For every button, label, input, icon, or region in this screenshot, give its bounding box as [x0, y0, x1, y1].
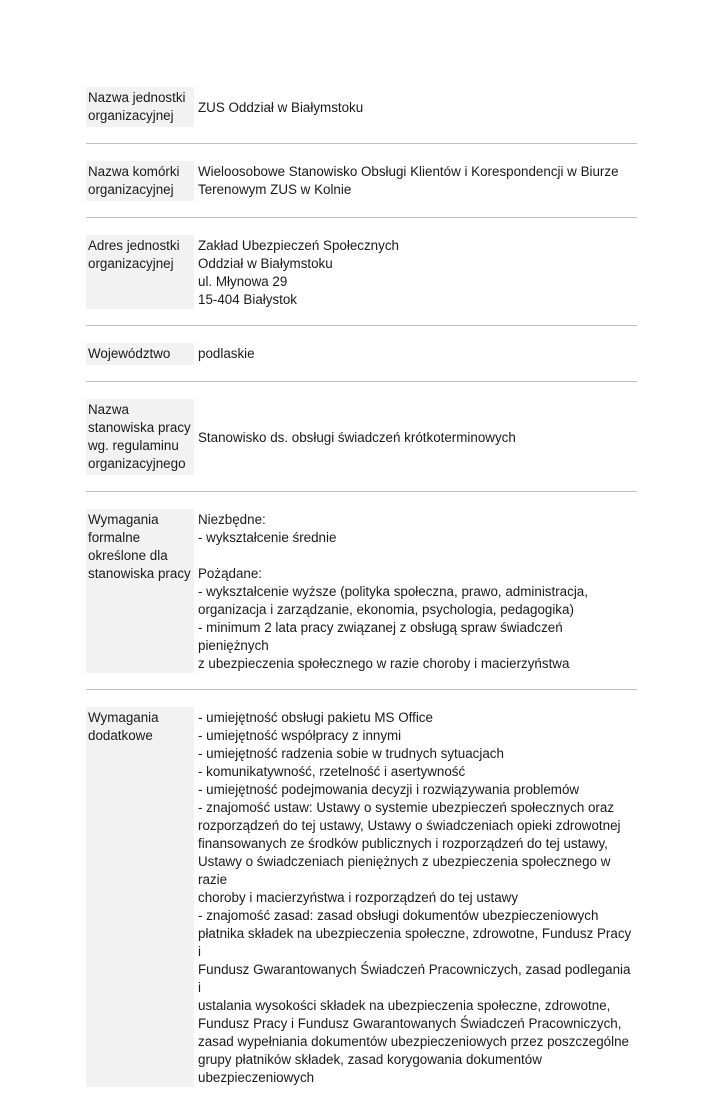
field-label: Województwo	[86, 343, 194, 365]
field-label: Wymagania formalne określone dla stanowiska pracy	[86, 509, 194, 673]
field-label: Wymagania dodatkowe	[86, 707, 194, 1087]
row-unit-address	[86, 228, 637, 326]
field-value: Zakład Ubezpieczeń Społecznych Oddział w Białymstoku ul. Młynowa 29 15-404 Białystok	[198, 238, 399, 307]
field-value: Stanowisko ds. obsługi świadczeń krótkoterminowych	[198, 430, 516, 445]
field-label: Nazwa jednostki organizacyjnej	[86, 87, 194, 127]
job-offer-document	[86, 80, 637, 1113]
row-additional-requirements	[86, 700, 637, 1103]
field-value: Niezbędne: - wykształcenie średnie Pożądane: - wykształcenie wyższe (polityka społeczna, prawo, administracja, organizacja i zarządzanie, ekonomia, psychologia, pedagogika) - minimum 2 lata pracy związanej z obsługą spraw świadczeń pieniężnych z ubezpieczenia społecznego w razie choroby i macierzyństwa	[198, 512, 588, 671]
field-label: Nazwa stanowiska pracy wg. regulaminu organizacyjnego	[86, 399, 194, 475]
field-label: Adres jednostki organizacyjnej	[86, 235, 194, 309]
row-cell-name	[86, 154, 637, 218]
field-value: podlaskie	[198, 346, 255, 361]
row-voivodeship	[86, 336, 637, 382]
row-position-name	[86, 392, 637, 492]
field-value: - umiejętność obsługi pakietu MS Office - umiejętność współpracy z innymi - umiejętność radzenia sobie w trudnych sytuacjach - komunikatywność, rzetelność i asertywność - umiejętność podejmowania decyzji i rozwiązywania problemów - znajomość ustaw: Ustawy o systemie ubezpieczeń społecznych oraz rozporządzeń do tej ustawy, Ustawy o świadczeniach opieki zdrowotnej finansowanych ze środków publicznych i rozporządzeń do tej ustawy, Ustawy o świadczeniach pieniężnych z ubezpieczenia społecznego w razie choroby i macierzyństwa i rozporządzeń do tej ustawy - znajomość zasad: zasad obsługi dokumentów ubezpieczeniowych płatnika składek na ubezpieczenia społeczne, zdrowotne, Fundusz Pracy i Fundusz Gwarantowanych Świadczeń Pracowniczych, zasad podlegania i ustalania wysokości składek na ubezpieczenia społeczne, zdrowotne, Fundusz Pracy i Fundusz Gwarantowanych Świadczeń Pracowniczych, zasad wypełniania dokumentów ubezpieczeniowych przez poszczególne grupy płatników składek, zasad korygowania dokumentów ubezpieczeniowych	[198, 710, 632, 1085]
field-value: ZUS Oddział w Białymstoku	[198, 100, 364, 115]
field-label: Nazwa komórki organizacyjnej	[86, 161, 194, 201]
field-value: Wieloosobowe Stanowisko Obsługi Klientów i Korespondencji w Biurze Terenowym ZUS w Kolnie	[198, 164, 619, 197]
row-unit-name	[86, 80, 637, 144]
row-formal-requirements	[86, 502, 637, 690]
